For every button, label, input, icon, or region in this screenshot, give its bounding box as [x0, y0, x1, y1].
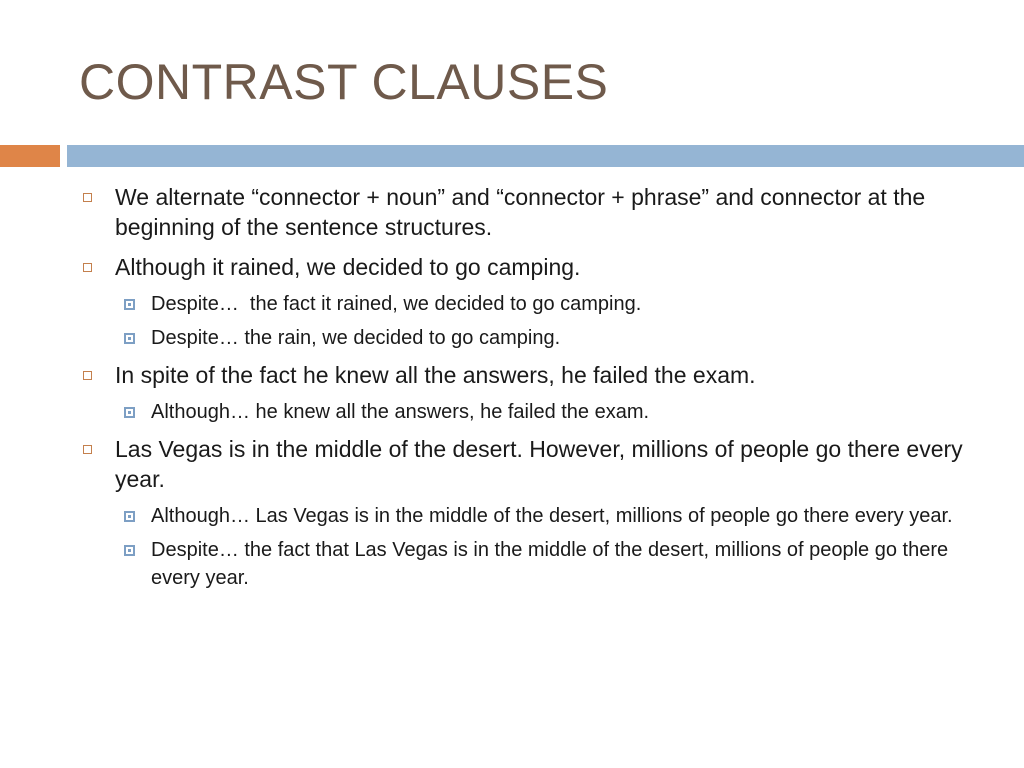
bullet-list [80, 182, 980, 600]
sub-bullet-item [80, 536, 980, 592]
accent-bar-orange [0, 145, 60, 167]
framed-square-bullet-icon [124, 511, 135, 522]
bullet-item [80, 434, 980, 494]
bullet-item [80, 182, 980, 242]
bullet-text: Although it rained, we decided to go camping. [115, 254, 581, 280]
framed-square-bullet-icon [124, 407, 135, 418]
framed-square-bullet-icon [124, 299, 135, 310]
bullet-item [80, 360, 980, 390]
sub-bullet-text: Although… Las Vegas is in the middle of the desert, millions of people go there every year. [151, 505, 953, 527]
hollow-square-bullet-icon [83, 445, 92, 454]
accent-bar-blue [67, 145, 1024, 167]
framed-square-bullet-icon [124, 333, 135, 344]
sub-bullet-item [80, 398, 980, 426]
hollow-square-bullet-icon [83, 263, 92, 272]
sub-bullet-item [80, 502, 980, 530]
framed-square-bullet-icon [124, 545, 135, 556]
sub-bullet-text: Despite… the rain, we decided to go camping. [151, 327, 561, 349]
bullet-item [80, 252, 980, 282]
sub-bullet-text: Although… he knew all the answers, he failed the exam. [151, 401, 650, 423]
bullet-text: We alternate “connector + noun” and “connector + phrase” and connector at the beginning of the sentence structures. [115, 184, 932, 240]
sub-bullet-item [80, 290, 980, 318]
bullet-text: Las Vegas is in the middle of the desert. However, millions of people go there every year. [115, 436, 970, 492]
sub-bullet-text: Despite… the fact that Las Vegas is in the middle of the desert, millions of people go there every year. [151, 539, 954, 589]
hollow-square-bullet-icon [83, 193, 92, 202]
sub-bullet-item [80, 324, 980, 352]
hollow-square-bullet-icon [83, 371, 92, 380]
slide-title: CONTRAST CLAUSES [79, 54, 609, 110]
bullet-text: In spite of the fact he knew all the answers, he failed the exam. [115, 362, 756, 388]
sub-bullet-text: Despite… the fact it rained, we decided to go camping. [151, 293, 642, 315]
